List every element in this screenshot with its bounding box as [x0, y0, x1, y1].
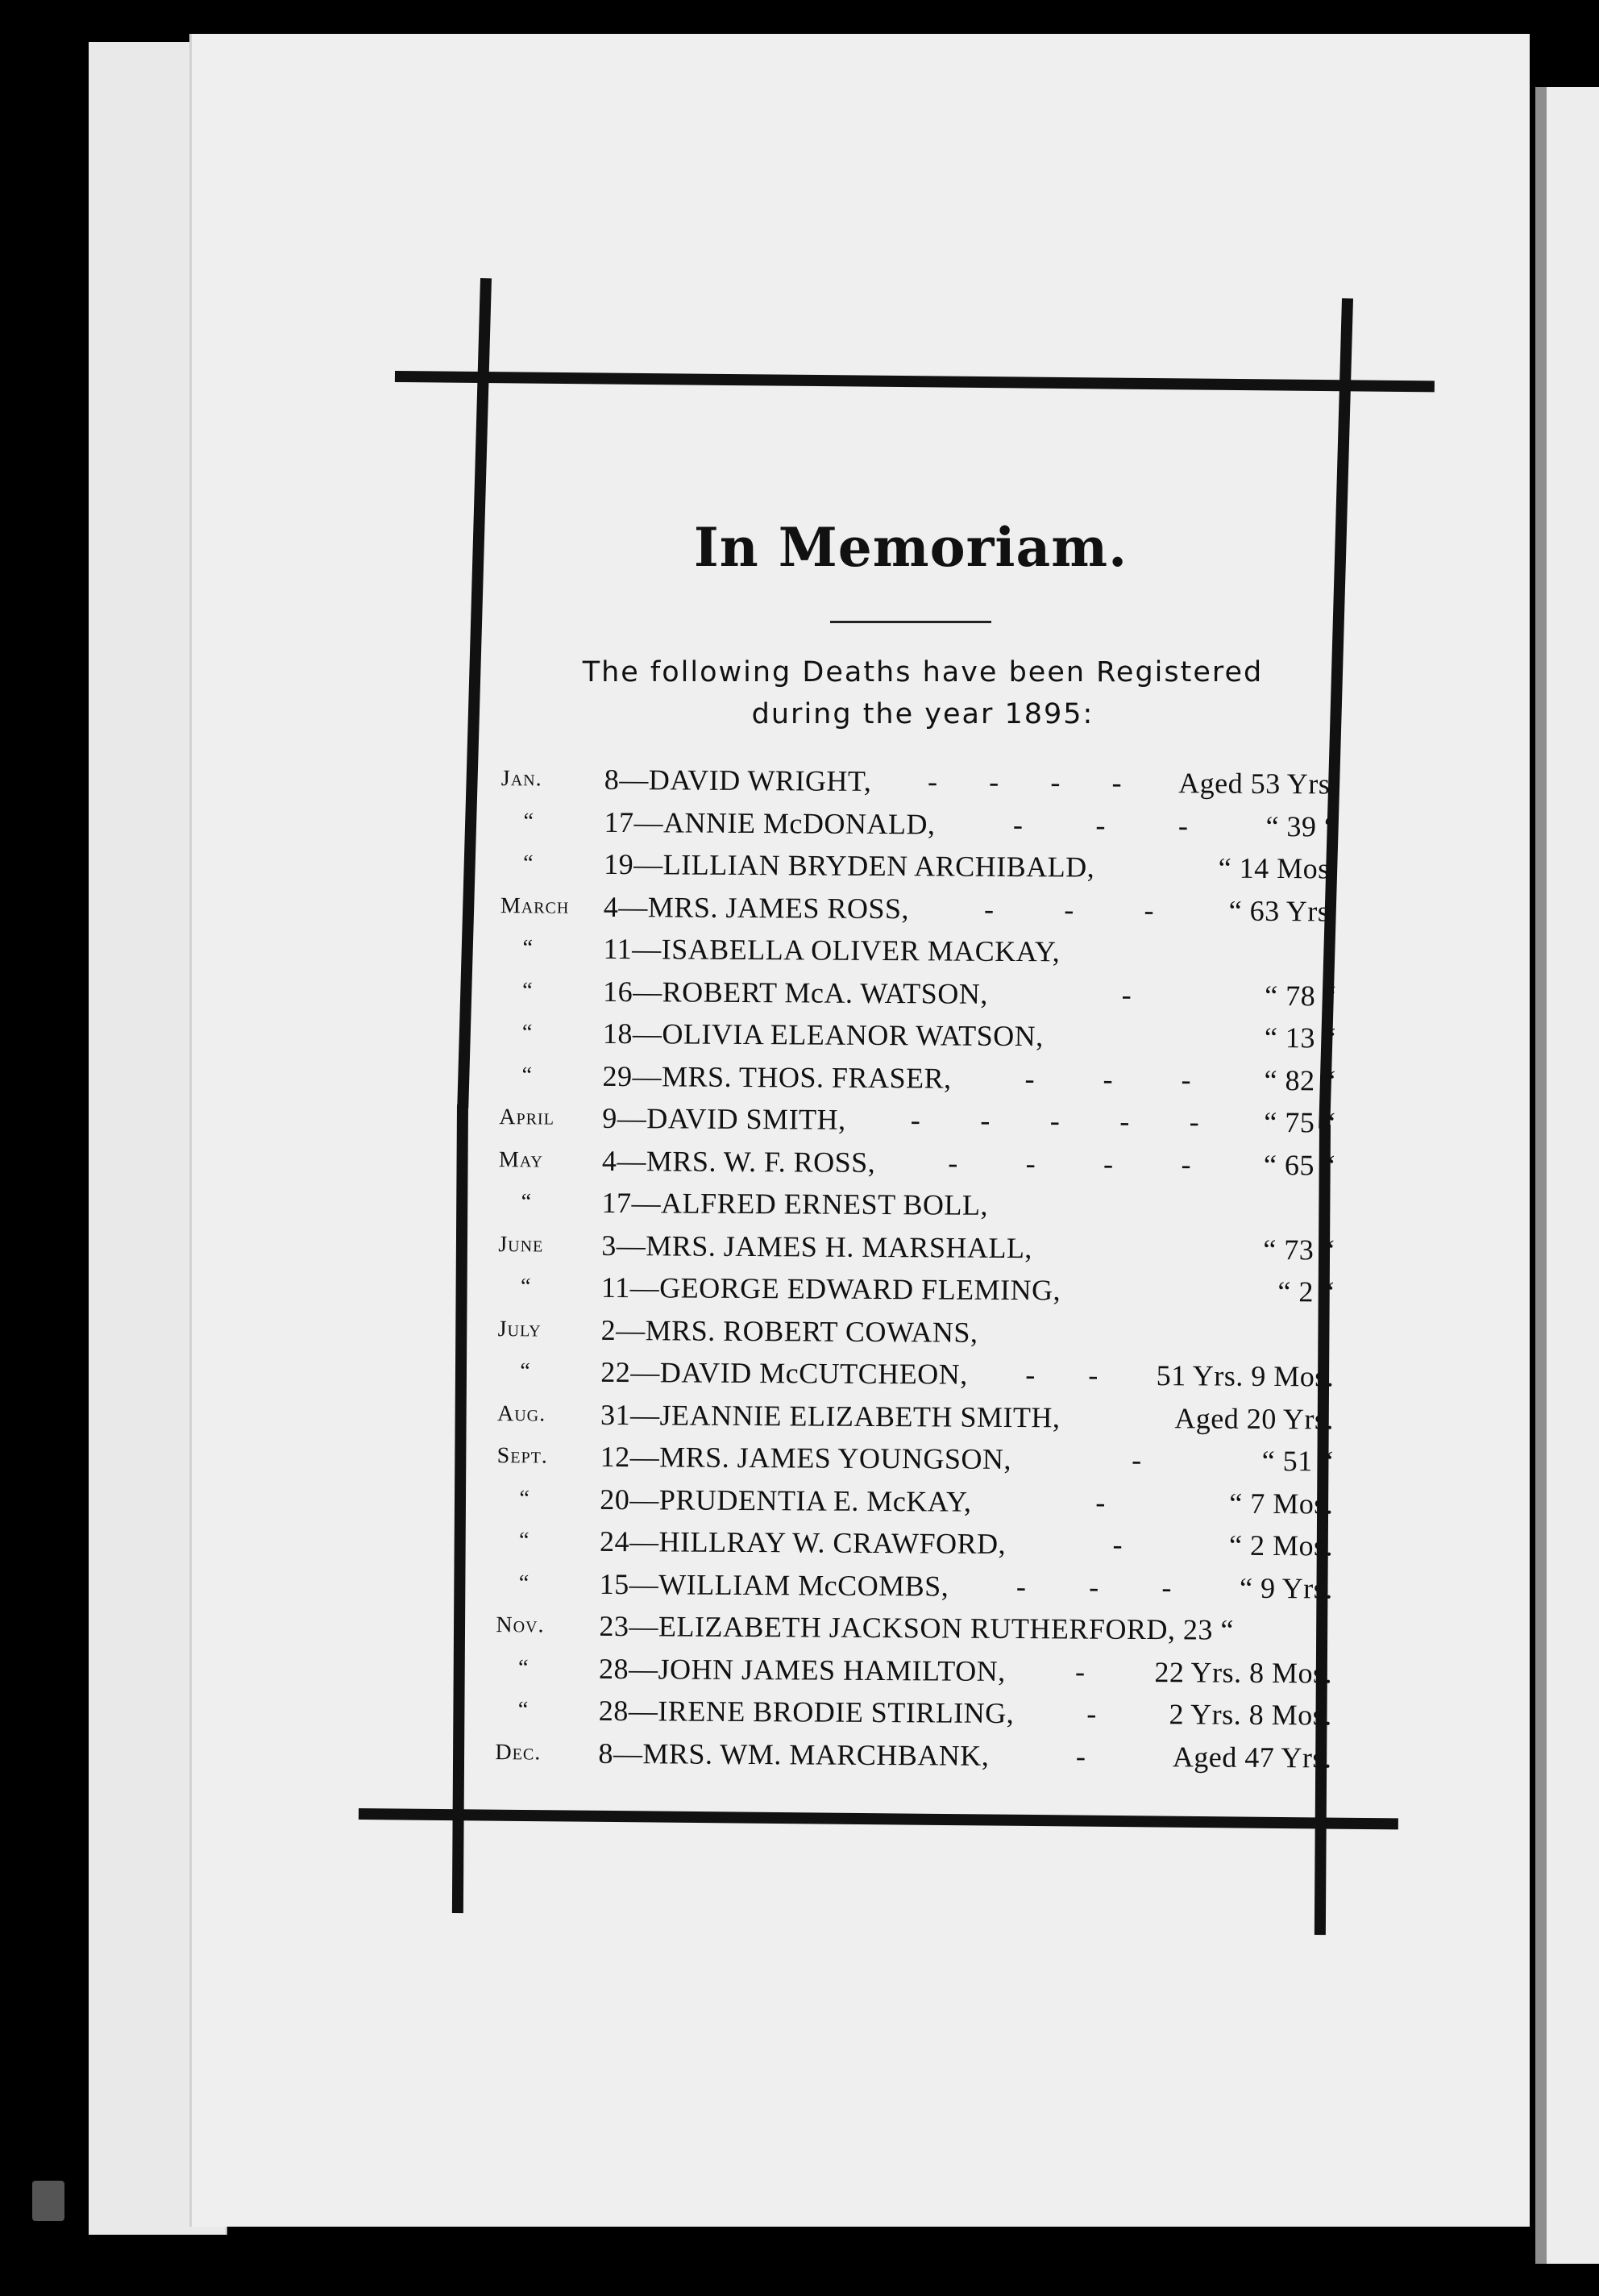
entry-age: “ 75 “	[1264, 1105, 1336, 1139]
entry-name: 17—ALFRED ERNEST BOLL,	[601, 1186, 989, 1221]
leader-dash: -	[1086, 1697, 1097, 1730]
entry-month: April	[499, 1104, 554, 1130]
title-underline	[830, 621, 991, 623]
list-item	[483, 884, 1337, 932]
leader-dash: -	[1064, 892, 1074, 925]
entry-name: 29—MRS. THOS. FRASER,	[602, 1059, 952, 1095]
leader-dash: -	[1181, 1147, 1191, 1180]
entry-name: 24—HILLRAY W. CRAWFORD,	[599, 1524, 1007, 1560]
entry-name: 22—DAVID McCUTCHEON,	[600, 1355, 968, 1391]
entry-age: “ 82 “	[1264, 1063, 1336, 1096]
death-register-list	[477, 758, 1338, 1778]
entry-month: “	[521, 1062, 534, 1088]
entry-month: July	[497, 1316, 542, 1341]
list-item	[480, 1181, 1335, 1229]
leader-dash: -	[1024, 1062, 1035, 1095]
leader-dash: -	[1095, 809, 1106, 842]
entry-age: Aged 20 Yrs.	[1174, 1401, 1335, 1435]
entry-month: “	[520, 1358, 531, 1384]
list-item	[480, 1435, 1334, 1483]
leader-dash: -	[1074, 1655, 1086, 1688]
entry-month: “	[518, 1654, 530, 1680]
entry-month: Nov.	[496, 1612, 545, 1638]
entry-month: May	[498, 1146, 544, 1172]
entry-name: 15—WILLIAM McCOMBS,	[599, 1567, 949, 1603]
entry-name: 16—ROBERT McA. WATSON,	[603, 975, 988, 1010]
entry-age: “ 14 Mos.	[1218, 851, 1338, 885]
entry-age: “ 51 “	[1261, 1444, 1334, 1478]
entry-name: 11—ISABELLA OLIVER MACKAY,	[603, 932, 1061, 968]
leader-dash: -	[1088, 1358, 1099, 1391]
entry-name: 4—MRS. JAMES ROSS,	[603, 890, 910, 925]
entry-month: Dec.	[495, 1739, 542, 1765]
leader-dash: -	[1025, 1358, 1036, 1391]
leader-dash: -	[1015, 1570, 1027, 1603]
list-item	[481, 1054, 1335, 1101]
leader-dash: -	[1112, 1528, 1123, 1561]
leader-dash: -	[948, 1146, 958, 1179]
leader-dash: -	[1181, 1063, 1191, 1096]
leader-dash: -	[1095, 1486, 1106, 1519]
entry-month: “	[523, 851, 534, 876]
leader-dash: -	[1075, 1740, 1086, 1773]
entry-age: “ 78 “	[1265, 979, 1337, 1012]
list-item	[479, 1562, 1333, 1609]
entry-age: “ 2 Mos.	[1228, 1529, 1334, 1562]
leader-dash: -	[1049, 1104, 1060, 1138]
leader-dash: -	[1103, 1063, 1113, 1096]
entry-name: 20—PRUDENTIA E. McKAY,	[600, 1483, 972, 1518]
entry-name: 12—MRS. JAMES YOUNGSON,	[600, 1440, 1012, 1476]
list-item	[481, 1096, 1335, 1144]
entry-age: “ 2 “	[1277, 1275, 1335, 1308]
entry-month: “	[522, 977, 534, 1003]
entry-name: 8—MRS. WM. MARCHBANK,	[598, 1737, 990, 1772]
entry-month: “	[519, 1485, 530, 1511]
list-item	[480, 1223, 1335, 1271]
entry-month: March	[500, 892, 570, 919]
entry-name: 18—OLIVIA ELEANOR WATSON,	[602, 1017, 1044, 1053]
list-item	[484, 758, 1338, 805]
page-corner-mark	[32, 2181, 64, 2221]
list-item	[480, 1266, 1335, 1313]
list-item	[482, 1012, 1336, 1059]
entry-month: “	[520, 1274, 532, 1300]
entry-name: 28—IRENE BRODIE STIRLING,	[598, 1694, 1015, 1730]
leader-dash: -	[1111, 766, 1122, 799]
entry-month: “	[523, 808, 535, 834]
leader-dash: -	[1119, 1104, 1130, 1138]
list-item	[482, 969, 1336, 1017]
leader-dash: -	[1177, 809, 1189, 842]
leader-dash: -	[1103, 1147, 1114, 1180]
entry-age: 22 Yrs. 8 Mos.	[1154, 1655, 1333, 1689]
list-item	[482, 927, 1336, 975]
page-edge-right	[1535, 87, 1599, 2264]
entry-name: 31—JEANNIE ELIZABETH SMITH,	[600, 1398, 1061, 1433]
entry-age: “ 65 “	[1263, 1148, 1336, 1181]
leader-dash: -	[1050, 766, 1061, 799]
leader-dash: -	[980, 1104, 991, 1137]
intro-line-2: during the year 1895:	[751, 698, 1094, 730]
entry-month: “	[521, 1189, 533, 1215]
leader-dash: -	[1089, 1570, 1099, 1603]
entry-month: Aug.	[496, 1400, 546, 1426]
entry-month: Jan.	[500, 766, 542, 792]
list-item	[483, 800, 1337, 847]
list-item	[478, 1689, 1332, 1737]
entry-name: 9—DAVID SMITH,	[602, 1101, 846, 1136]
list-item	[478, 1604, 1332, 1652]
entry-month: “	[522, 935, 534, 961]
entry-month: Sept.	[496, 1443, 548, 1469]
leader-dash: -	[1161, 1570, 1172, 1603]
entry-month: “	[518, 1570, 530, 1595]
entry-name: 28—JOHN JAMES HAMILTON,	[598, 1652, 1006, 1687]
intro-line-1: The following Deaths have been Registered	[582, 656, 1264, 688]
entry-name: 2—MRS. ROBERT COWANS,	[600, 1313, 978, 1349]
entry-month: June	[498, 1231, 544, 1257]
leader-dash: -	[1025, 1146, 1036, 1179]
entry-name: 3—MRS. JAMES H. MARSHALL,	[601, 1229, 1033, 1264]
list-item	[477, 1731, 1331, 1778]
entry-age: 51 Yrs. 9 Mos.	[1156, 1359, 1335, 1393]
entry-age: “ 39 “	[1265, 809, 1338, 842]
entry-age: “ 9 Yrs.	[1239, 1571, 1333, 1604]
leader-dash: -	[1012, 808, 1024, 841]
entry-age: “ 73 “	[1263, 1233, 1335, 1266]
entry-month: “	[521, 1020, 534, 1046]
entry-name: 23—ELIZABETH JACKSON RUTHERFORD, 23 “	[599, 1609, 1235, 1646]
list-item	[480, 1392, 1334, 1440]
entry-age: “ 13 “	[1264, 1021, 1337, 1054]
list-item	[478, 1646, 1332, 1694]
leader-dash: -	[910, 1104, 920, 1137]
leader-dash: -	[1144, 893, 1154, 926]
entry-age: Aged 47 Yrs.	[1172, 1740, 1332, 1774]
entry-age: “ 7 Mos.	[1229, 1487, 1334, 1520]
list-item	[480, 1308, 1335, 1355]
list-item	[481, 1138, 1335, 1186]
leader-dash: -	[983, 892, 995, 925]
entry-name: 19—LILLIAN BRYDEN ARCHIBALD,	[604, 847, 1095, 884]
entry-name: 17—ANNIE McDONALD,	[604, 805, 936, 840]
intro-text	[492, 651, 1354, 735]
page-title: In Memoriam.	[693, 516, 1128, 579]
entry-month: “	[517, 1697, 530, 1723]
entry-age: “ 63 Yrs.	[1228, 894, 1337, 927]
entry-name: 4—MRS. W. F. ROSS,	[601, 1144, 876, 1179]
entry-age: 2 Yrs. 8 Mos.	[1169, 1698, 1332, 1732]
entry-name: 11—GEORGE EDWARD FLEMING,	[600, 1271, 1061, 1307]
leader-dash: -	[1189, 1105, 1199, 1138]
list-item	[483, 842, 1337, 890]
entry-name: 8—DAVID WRIGHT,	[604, 763, 872, 797]
leader-dash: -	[927, 765, 938, 798]
entry-age: Aged 53 Yrs.	[1178, 767, 1338, 801]
entry-month: “	[518, 1528, 530, 1554]
list-item	[479, 1477, 1333, 1524]
leader-dash: -	[1121, 978, 1132, 1011]
leader-dash: -	[989, 765, 999, 798]
leader-dash: -	[1132, 1443, 1142, 1477]
list-item	[479, 1520, 1333, 1567]
list-item	[480, 1350, 1334, 1398]
